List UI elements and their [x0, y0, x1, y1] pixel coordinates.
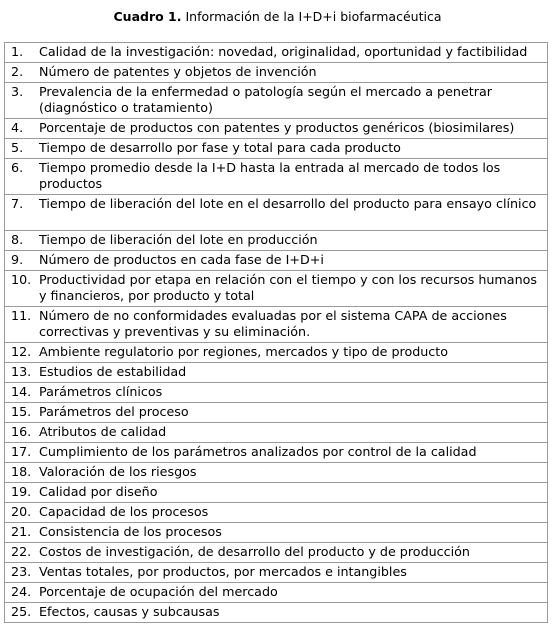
- item-number: 3.: [5, 83, 36, 119]
- item-text: Tiempo de liberación del lote en producción: [35, 231, 548, 251]
- table-row: [5, 443, 548, 463]
- item-number: 11.: [5, 307, 36, 343]
- table-row: [5, 139, 548, 159]
- table-row: [5, 43, 548, 63]
- item-text: Parámetros del proceso: [35, 403, 548, 423]
- item-text: Número de no conformidades evaluadas por el sistema CAPA de acciones correctivas y preventivas y su eliminación.: [35, 307, 548, 343]
- item-text: Efectos, causas y subcausas: [35, 603, 548, 623]
- table-row: [5, 343, 548, 363]
- item-number: 16.: [5, 423, 36, 443]
- item-number: 17.: [5, 443, 36, 463]
- table-row: [5, 251, 548, 271]
- item-text: Cumplimiento de los parámetros analizados por control de la calidad: [35, 443, 548, 463]
- item-number: 10.: [5, 271, 36, 307]
- item-number: 9.: [5, 251, 36, 271]
- table-row: [5, 463, 548, 483]
- item-number: 4.: [5, 119, 36, 139]
- item-number: 21.: [5, 523, 36, 543]
- item-text: Porcentaje de productos con patentes y productos genéricos (biosimilares): [35, 119, 548, 139]
- item-text: Prevalencia de la enfermedad o patología según el mercado a penetrar (diagnóstico o tratamiento): [35, 83, 548, 119]
- table-row: [5, 83, 548, 119]
- item-number: 13.: [5, 363, 36, 383]
- table-row: [5, 63, 548, 83]
- item-text: Valoración de los riesgos: [35, 463, 548, 483]
- table-row: [5, 195, 548, 231]
- item-number: 8.: [5, 231, 36, 251]
- item-text: Tiempo de liberación del lote en el desarrollo del producto para ensayo clínico: [35, 195, 548, 231]
- item-number: 15.: [5, 403, 36, 423]
- table-row: [5, 603, 548, 623]
- item-text: Tiempo de desarrollo por fase y total para cada producto: [35, 139, 548, 159]
- item-text: Productividad por etapa en relación con el tiempo y con los recursos humanos y financieros, por producto y total: [35, 271, 548, 307]
- items-table-body: [5, 43, 548, 623]
- table-row: [5, 543, 548, 563]
- table-caption: [0, 0, 555, 26]
- item-text: Número de productos en cada fase de I+D+i: [35, 251, 548, 271]
- items-table: [4, 42, 548, 623]
- item-text: Ambiente regulatorio por regiones, mercados y tipo de producto: [35, 343, 548, 363]
- item-number: 1.: [5, 43, 36, 63]
- table-row: [5, 403, 548, 423]
- caption-label: Cuadro 1.: [113, 9, 182, 24]
- item-number: 25.: [5, 603, 36, 623]
- item-number: 22.: [5, 543, 36, 563]
- table-row: [5, 307, 548, 343]
- item-text: Ventas totales, por productos, por mercados e intangibles: [35, 563, 548, 583]
- table-row: [5, 563, 548, 583]
- table-row: [5, 119, 548, 139]
- item-text: Estudios de estabilidad: [35, 363, 548, 383]
- item-number: 24.: [5, 583, 36, 603]
- item-text: Número de patentes y objetos de invención: [35, 63, 548, 83]
- table-row: [5, 383, 548, 403]
- item-text: Consistencia de los procesos: [35, 523, 548, 543]
- item-number: 14.: [5, 383, 36, 403]
- item-number: 12.: [5, 343, 36, 363]
- item-number: 7.: [5, 195, 36, 231]
- item-number: 19.: [5, 483, 36, 503]
- item-text: Calidad de la investigación: novedad, originalidad, oportunidad y factibilidad: [35, 43, 548, 63]
- table-row: [5, 159, 548, 195]
- table-row: [5, 363, 548, 383]
- table-row: [5, 483, 548, 503]
- table-row: [5, 423, 548, 443]
- caption-title: Información de la I+D+i biofarmacéutica: [185, 9, 442, 24]
- item-number: 6.: [5, 159, 36, 195]
- item-text: Porcentaje de ocupación del mercado: [35, 583, 548, 603]
- item-number: 5.: [5, 139, 36, 159]
- item-number: 23.: [5, 563, 36, 583]
- item-text: Tiempo promedio desde la I+D hasta la entrada al mercado de todos los productos: [35, 159, 548, 195]
- item-text: Capacidad de los procesos: [35, 503, 548, 523]
- item-number: 18.: [5, 463, 36, 483]
- table-row: [5, 231, 548, 251]
- item-number: 20.: [5, 503, 36, 523]
- item-text: Costos de investigación, de desarrollo del producto y de producción: [35, 543, 548, 563]
- table-row: [5, 523, 548, 543]
- item-text: Parámetros clínicos: [35, 383, 548, 403]
- table-row: [5, 583, 548, 603]
- item-number: 2.: [5, 63, 36, 83]
- table-row: [5, 503, 548, 523]
- table-row: [5, 271, 548, 307]
- item-text: Calidad por diseño: [35, 483, 548, 503]
- item-text: Atributos de calidad: [35, 423, 548, 443]
